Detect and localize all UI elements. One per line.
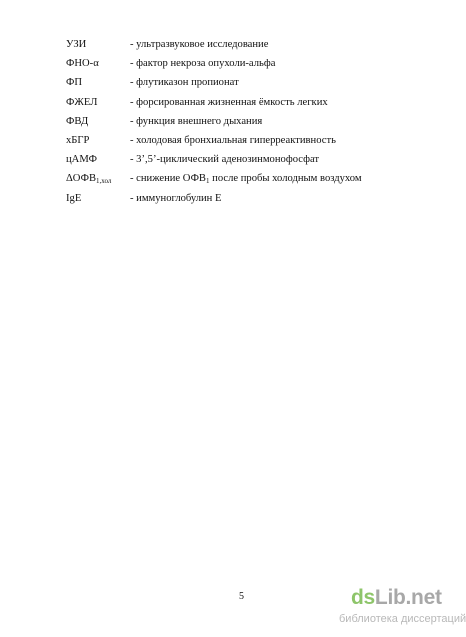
abbreviation-definition-subscript: 1	[206, 177, 210, 186]
abbreviation-term	[66, 173, 111, 187]
abbreviation-definition	[130, 39, 268, 51]
abbreviation-definition	[130, 58, 275, 70]
abbreviation-row	[66, 116, 396, 135]
abbreviation-definition-text: - функция внешнего дыхания	[130, 115, 263, 127]
abbreviation-term	[66, 77, 82, 89]
abbreviation-definition-tail: после пробы холодным воздухом	[209, 173, 362, 185]
abbreviation-term	[66, 39, 86, 51]
abbreviation-definition	[130, 173, 362, 187]
abbreviation-term-text: ФНО-α	[66, 58, 99, 70]
abbreviation-row	[66, 97, 396, 116]
abbreviation-term-text: ФП	[66, 77, 83, 89]
abbreviation-term-text: цАМФ	[66, 154, 97, 166]
abbreviation-term-text: хБГР	[66, 134, 90, 146]
abbreviation-row	[66, 77, 396, 96]
abbreviation-definition	[130, 135, 336, 147]
abbreviation-definition	[130, 77, 239, 89]
abbreviation-term-text: ФВД	[66, 115, 89, 127]
abbreviation-definition	[130, 193, 221, 205]
watermark-logo-ds: ds	[351, 586, 375, 609]
abbreviation-term	[66, 116, 88, 128]
abbreviation-term-subscript: 1,хол	[96, 177, 112, 186]
abbreviation-definition-text: - флутиказон пропионат	[130, 77, 239, 89]
watermark-logo	[351, 586, 442, 610]
abbreviation-term	[66, 193, 81, 205]
watermark-logo-lib: Lib	[374, 586, 406, 609]
watermark-tagline: библиотека диссертаций	[339, 613, 466, 625]
watermark-logo-net: .net	[405, 586, 442, 609]
abbreviation-definition	[130, 116, 262, 128]
abbreviation-term	[66, 154, 97, 166]
abbreviation-definition-text: - иммуноглобулин Е	[130, 192, 222, 204]
abbreviation-definition-text: - форсированная жизненная ёмкость легких	[130, 96, 328, 108]
abbreviation-definition-text: - ультразвуковое исследование	[130, 39, 269, 50]
abbreviation-definition-text: - фактор некроза опухоли-альфа	[130, 58, 276, 70]
abbreviation-definition-text: - снижение ОФВ	[130, 173, 207, 185]
abbreviation-definition-text: - холодовая бронхиальная гиперреактивность	[130, 134, 336, 146]
abbreviation-definition-text: - 3’,5’-циклический аденозинмонофосфат	[130, 154, 320, 166]
abbreviation-term-text: IgE	[66, 192, 82, 204]
abbreviation-term-text: ΔОФВ	[66, 173, 97, 185]
abbreviation-row	[66, 39, 396, 58]
abbreviation-row	[66, 135, 396, 154]
abbreviation-row	[66, 173, 396, 192]
abbreviation-row	[66, 193, 396, 212]
abbreviation-term-text: УЗИ	[66, 39, 87, 50]
abbreviation-term	[66, 135, 89, 147]
abbreviation-term	[66, 58, 99, 70]
abbreviation-row	[66, 58, 396, 77]
abbreviation-definition	[130, 154, 319, 166]
page-number: 5	[239, 591, 244, 602]
abbreviation-row	[66, 154, 396, 173]
abbreviation-term	[66, 97, 97, 109]
abbreviation-list	[66, 39, 396, 212]
abbreviation-term-text: ФЖЕЛ	[66, 96, 98, 108]
dslib-watermark	[335, 586, 466, 636]
abbreviation-definition	[130, 97, 328, 109]
